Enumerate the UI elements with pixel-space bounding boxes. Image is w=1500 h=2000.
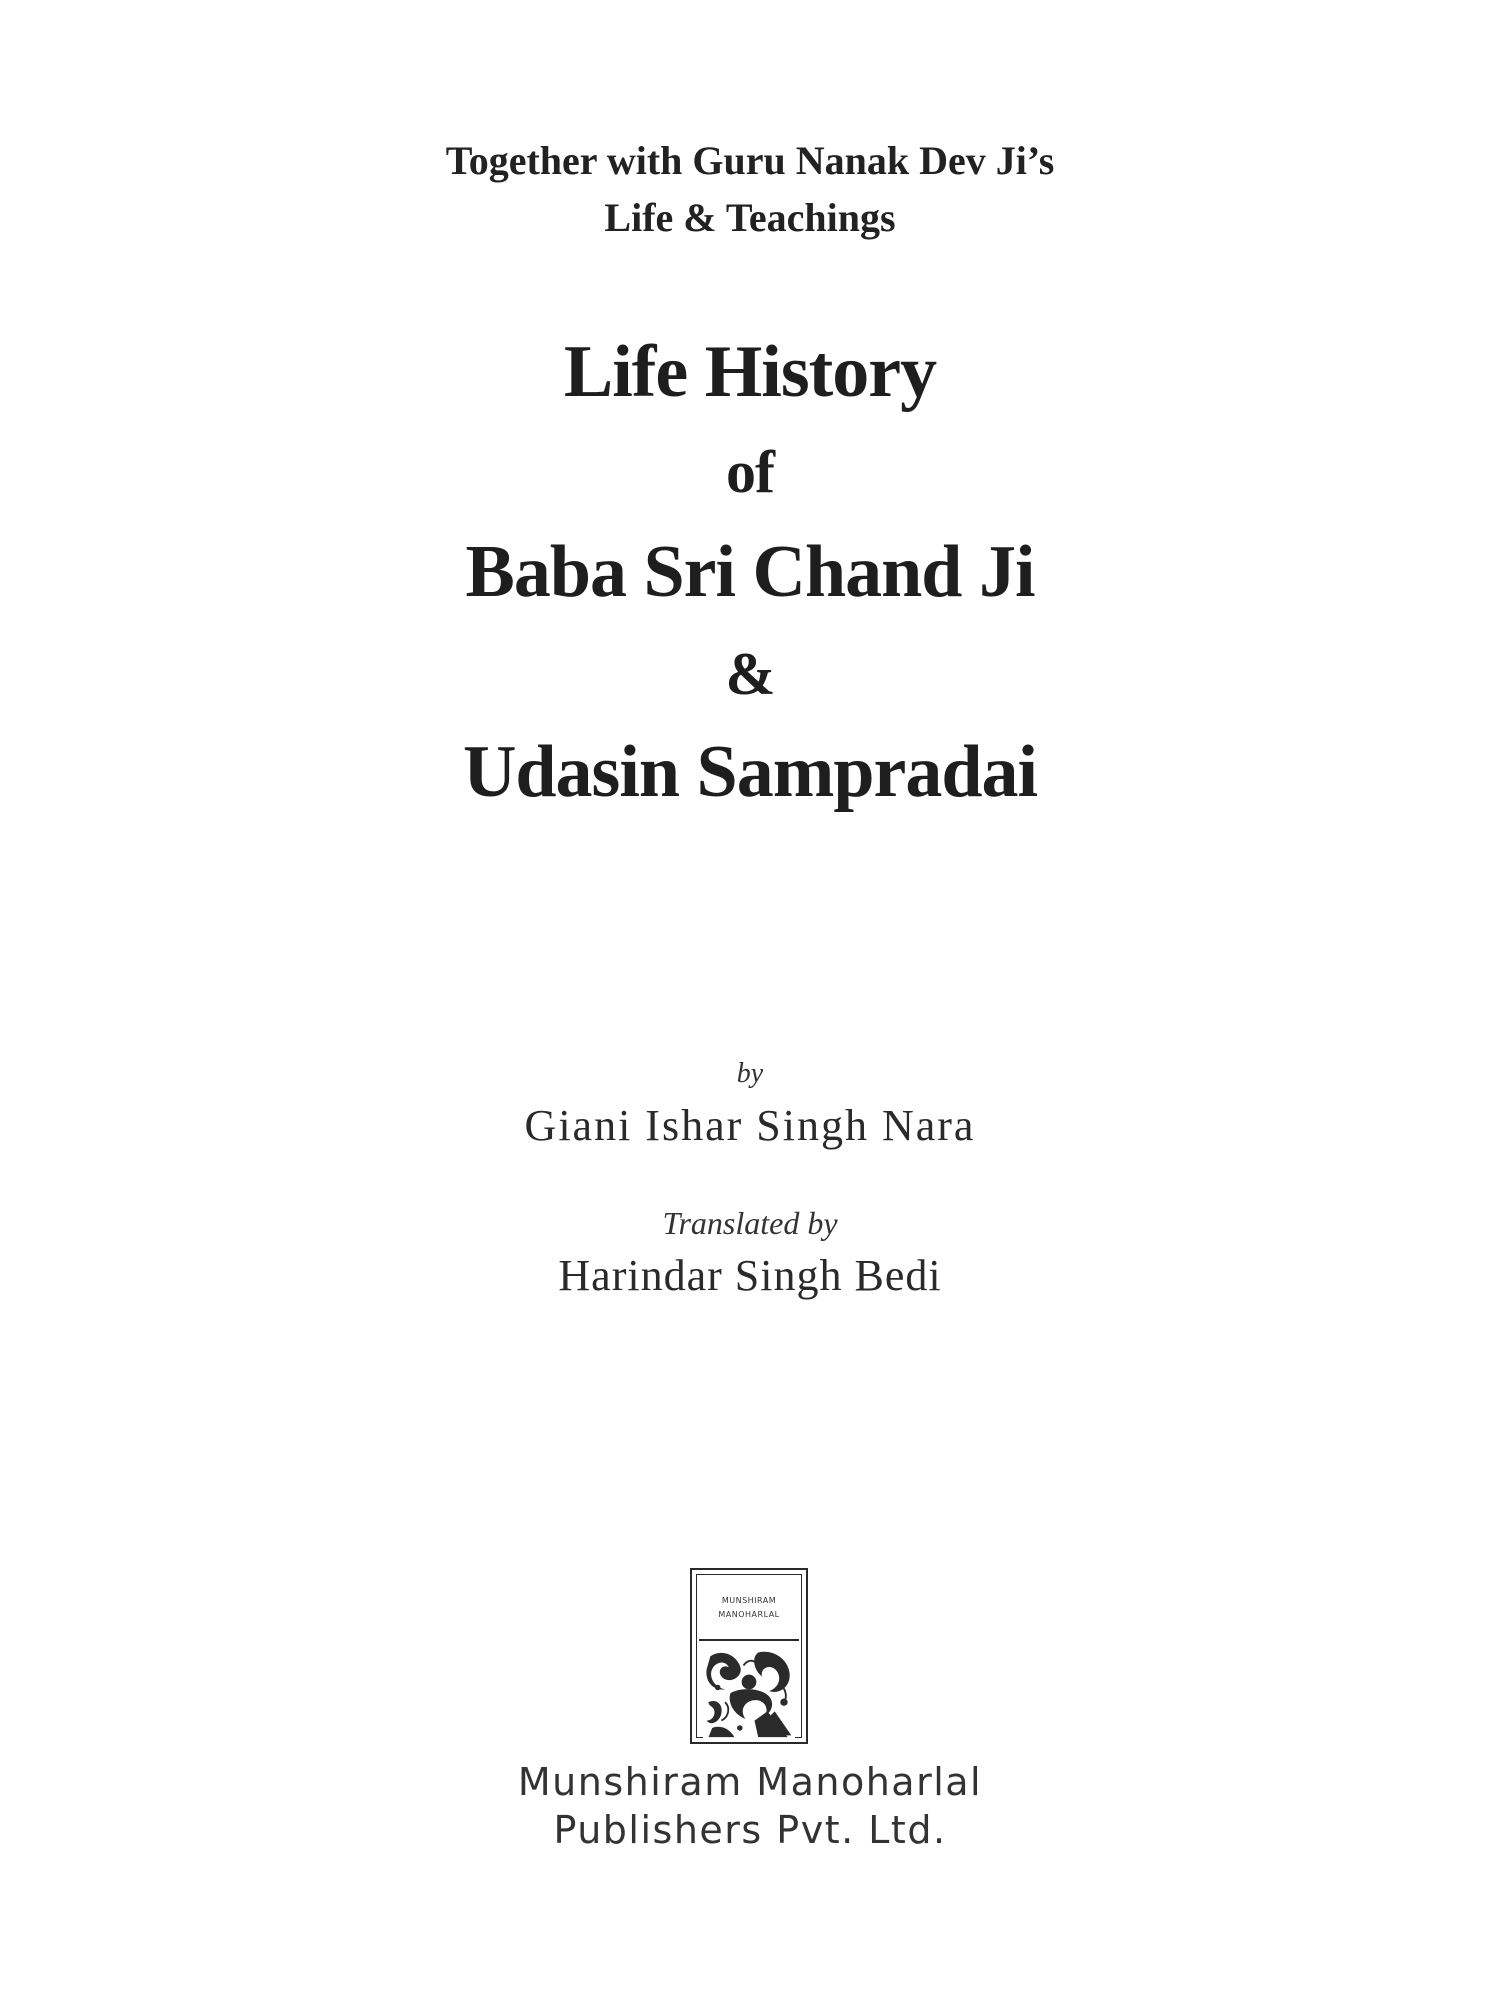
publisher-logo: [690, 1568, 808, 1744]
book-title-line-1: Life History: [563, 331, 937, 413]
book-title-line-4: &: [725, 641, 775, 707]
author-name: Giani Ishar Singh Nara: [524, 1101, 976, 1150]
publisher-name-line-1: Munshiram Manoharlal: [517, 1760, 983, 1804]
book-title-line-2: of: [726, 439, 774, 505]
by-label: by: [736, 1058, 764, 1089]
book-title-line-3: Baba Sri Chand Ji: [465, 531, 1035, 613]
publisher-name-line-2: Publishers Pvt. Ltd.: [553, 1808, 947, 1852]
subtitle-line-2: Life & Teachings: [604, 195, 896, 240]
translated-by-label: Translated by: [662, 1205, 838, 1241]
translator-name: Harindar Singh Bedi: [558, 1251, 942, 1300]
publisher-logo-text-box: [699, 1577, 799, 1641]
subtitle-line-1: Together with Guru Nanak Dev Ji’s: [445, 138, 1055, 183]
logo-text-line-2: MANOHARLAL: [718, 1610, 780, 1619]
logo-text-line-1: MUNSHIRAM: [721, 1596, 777, 1605]
publisher-logo-frame: [696, 1574, 802, 1738]
publisher-logo-emblem: [703, 1647, 795, 1739]
book-title-line-5: Udasin Sampradai: [462, 731, 1038, 813]
